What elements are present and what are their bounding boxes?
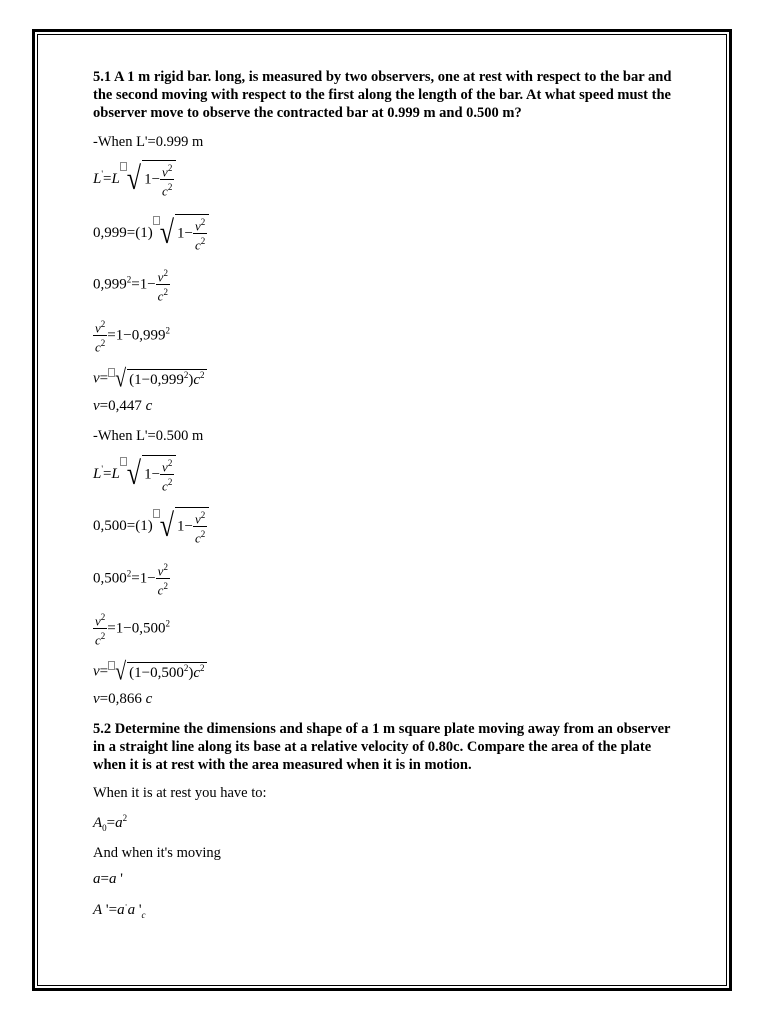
case-2-label: -When L'=0.500 m <box>93 428 204 444</box>
equation-ratio-2: $\frac{v^2}{c^2}$ $=1-0,500^2$ <box>95 612 170 648</box>
equation-velocity-1: v= √ $(1-0,999^2)c^2$ <box>93 365 205 393</box>
equation-ratio-1: $\frac{v^2}{c^2}$ $=1-0,999^2$ <box>95 319 170 355</box>
equation-squared-1: $0,999^2=1-$ $\frac{v^2}{c^2}$ <box>93 268 168 304</box>
equation-velocity-2: v= √ $(1-0,500^2)c^2$ <box>93 658 205 686</box>
equation-contraction-1: L'=L √ 1− $\frac{v^2}{c^2}$ <box>93 160 176 199</box>
moving-text: And when it's moving <box>93 845 221 861</box>
equation-squared-2: $0,500^2=1-$ $\frac{v^2}{c^2}$ <box>93 562 168 598</box>
problem-5-2-heading: 5.2 Determine the dimensions and shape of a 1 m square plate moving away from an observer in a straight line along its base at a relative velocity of 0.80c. Compare the area of the plate when it is at rest with the area measured when it is in motion. <box>93 721 671 773</box>
case-1-label: -When L'=0.999 m <box>93 134 204 150</box>
equation-substitution-2: 0,500=(1) √ 1− $\frac{v^2}{c^2}$ <box>93 507 209 546</box>
result-velocity-1: v=0,447 c <box>93 398 153 414</box>
equation-side-moving: a=a ' <box>93 871 123 887</box>
equation-contraction-2: L'=L √ 1− $\frac{v^2}{c^2}$ <box>93 455 176 494</box>
equation-area-moving: A '=a·a '$_c$ <box>93 900 146 920</box>
rest-text: When it is at rest you have to: <box>93 785 267 801</box>
result-velocity-2: v=0,866 c <box>93 691 153 707</box>
equation-substitution-1: 0,999=(1) √ 1− $\frac{v^2}{c^2}$ <box>93 214 209 253</box>
equation-area-rest: $A_0=a^2$ <box>93 813 128 833</box>
problem-5-1-heading: 5.1 A 1 m rigid bar. long, is measured by two observers, one at rest with respect to the bar and the second moving with respect to the first along the length of the bar. At what speed must the observer move to observe the contracted bar at 0.999 m and 0.500 m? <box>93 69 672 121</box>
